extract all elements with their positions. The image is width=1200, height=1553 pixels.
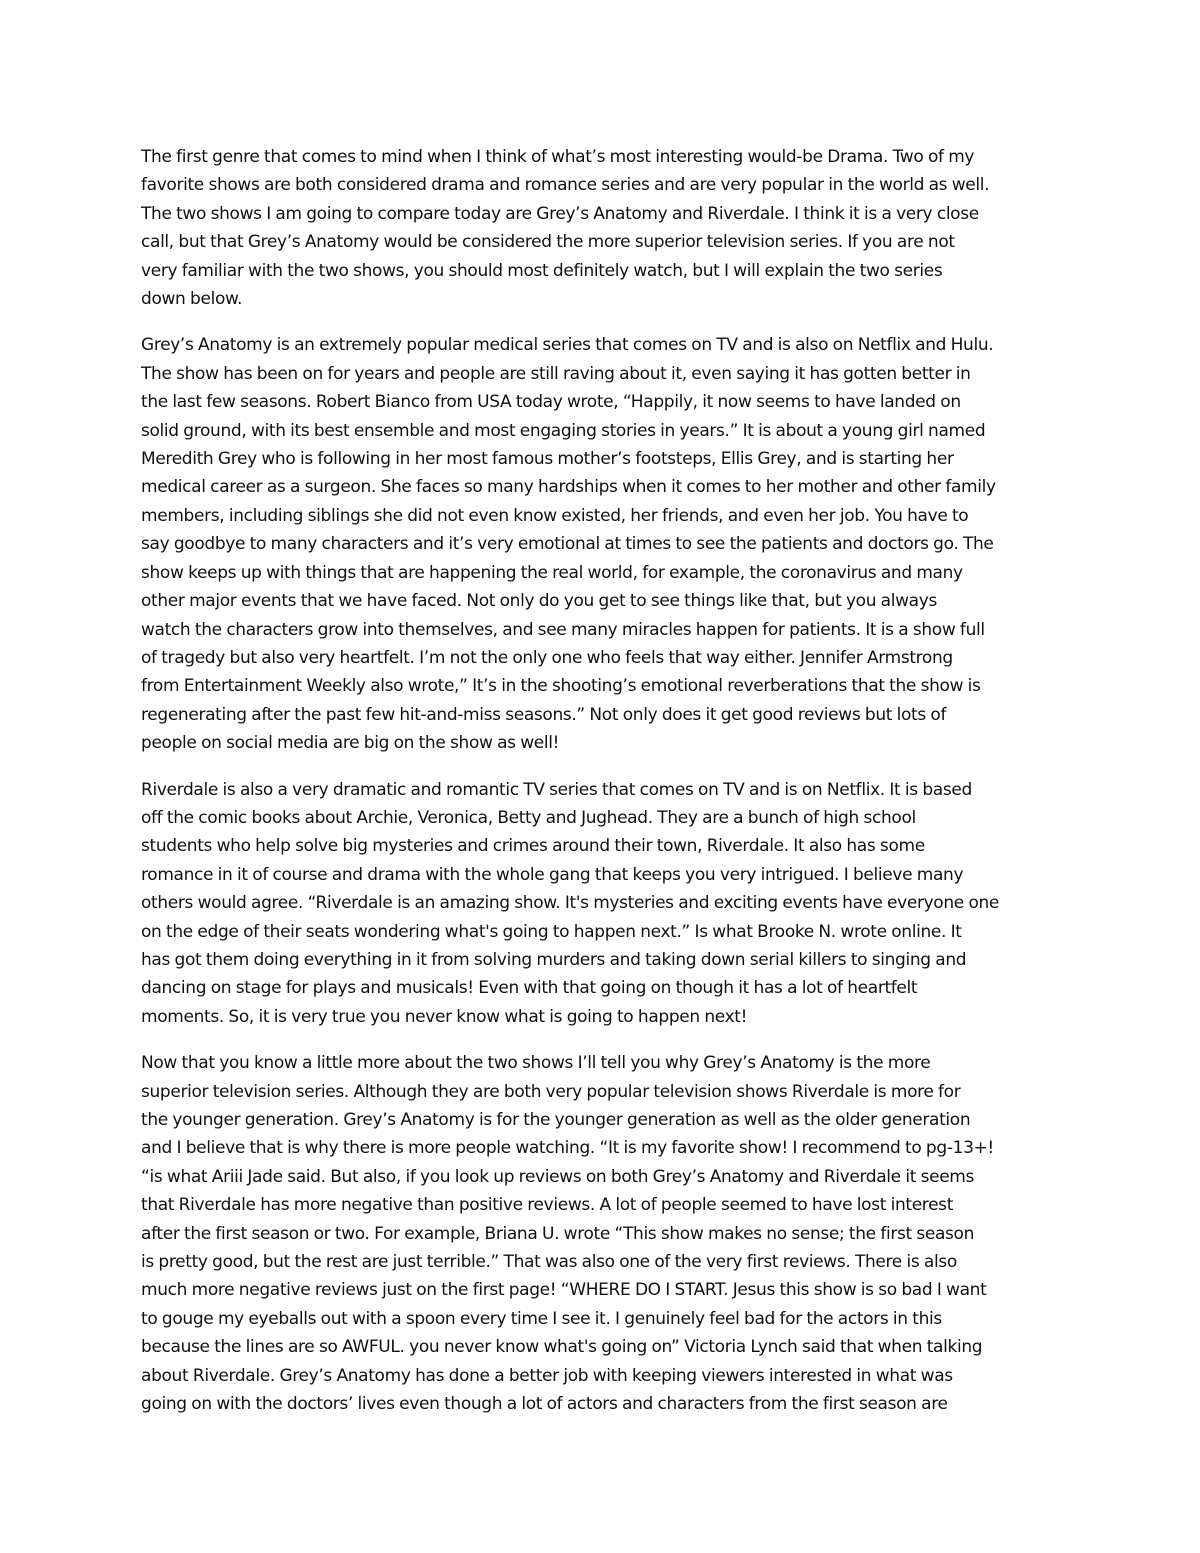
text-line: going on with the doctors’ lives even though a lot of actors and characters from the first season are (141, 1394, 948, 1415)
text-line: moments. So, it is very true you never know what is going to happen next! (141, 1006, 748, 1027)
text-line: medical career as a surgeon. She faces so many hardships when it comes to her mother and other family (141, 477, 996, 498)
text-line: people on social media are big on the show as well! (141, 733, 560, 754)
text-line: The two shows I am going to compare today are Grey’s Anatomy and Riverdale. I think it is a very close (141, 203, 979, 224)
text-line: students who help solve big mysteries and crimes around their town, Riverdale. It also has some (141, 836, 925, 857)
text-line: on the edge of their seats wondering what's going to happen next.” Is what Brooke N. wrote online. It (141, 921, 962, 942)
paragraph-greys-anatomy (141, 331, 1067, 757)
text-line: Grey’s Anatomy is an extremely popular medical series that comes on TV and is also on Netflix and Hulu. (141, 335, 994, 356)
text-line: much more negative reviews just on the first page! “WHERE DO I START. Jesus this show is so bad I want (141, 1280, 987, 1301)
text-line: to gouge my eyeballs out with a spoon every time I see it. I genuinely feel bad for the actors in this (141, 1308, 942, 1329)
text-line: Meredith Grey who is following in her most famous mother’s footsteps, Ellis Grey, and is starting her (141, 449, 954, 470)
text-line: The show has been on for years and people are still raving about it, even saying it has gotten better in (141, 363, 971, 384)
text-line: members, including siblings she did not even know existed, her friends, and even her job. You have to (141, 505, 969, 526)
text-line: superior television series. Although they are both very popular television shows Riverdale is more for (141, 1081, 961, 1102)
text-line: Now that you know a little more about the two shows I’ll tell you why Grey’s Anatomy is the more (141, 1053, 931, 1074)
text-line: from Entertainment Weekly also wrote,” It’s in the shooting’s emotional reverberations that the show is (141, 676, 981, 697)
paragraph-intro (141, 143, 1067, 313)
text-line: others would agree. “Riverdale is an amazing show. It's mysteries and exciting events have everyone one (141, 893, 1000, 914)
document-body (141, 143, 1067, 1436)
text-line: very familiar with the two shows, you should most definitely watch, but I will explain the two series (141, 260, 943, 281)
text-line: say goodbye to many characters and it’s very emotional at times to see the patients and doctors go. The (141, 534, 994, 555)
text-line: dancing on stage for plays and musicals! Even with that going on though it has a lot of heartfelt (141, 978, 918, 999)
text-line: and I believe that is why there is more people watching. “It is my favorite show! I recommend to pg-13+! (141, 1138, 994, 1159)
text-line: that Riverdale has more negative than positive reviews. A lot of people seemed to have lost interest (141, 1195, 954, 1216)
paragraph-riverdale (141, 776, 1067, 1032)
text-line: about Riverdale. Grey’s Anatomy has done a better job with keeping viewers interested in what was (141, 1365, 953, 1386)
text-line: solid ground, with its best ensemble and most engaging stories in years.” It is about a young girl named (141, 420, 986, 441)
text-line: after the first season or two. For example, Briana U. wrote “This show makes no sense; the first season (141, 1223, 975, 1244)
text-line: favorite shows are both considered drama and romance series and are very popular in the world as well. (141, 175, 990, 196)
text-line: off the comic books about Archie, Veronica, Betty and Jughead. They are a bunch of high school (141, 807, 916, 828)
text-line: down below. (141, 289, 243, 310)
text-line: romance in it of course and drama with the whole gang that keeps you very intrigued. I believe many (141, 864, 964, 885)
text-line: of tragedy but also very heartfelt. I’m not the only one who feels that way either. Jennifer Armstrong (141, 647, 953, 668)
text-line: because the lines are so AWFUL. you never know what's going on” Victoria Lynch said that when talking (141, 1337, 983, 1358)
text-line: call, but that Grey’s Anatomy would be considered the more superior television series. If you are not (141, 232, 955, 253)
text-line: watch the characters grow into themselves, and see many miracles happen for patients. It is a show full (141, 619, 985, 640)
text-line: The first genre that comes to mind when I think of what’s most interesting would-be Drama. Two of my (141, 147, 975, 167)
paragraph-comparison (141, 1049, 1067, 1418)
text-line: “is what Ariii Jade said. But also, if you look up reviews on both Grey’s Anatomy and Riverdale it seems (141, 1166, 975, 1187)
text-line: is pretty good, but the rest are just terrible.” That was also one of the very first reviews. There is also (141, 1252, 957, 1273)
text-line: regenerating after the past few hit-and-miss seasons.” Not only does it get good reviews but lots of (141, 704, 947, 725)
text-line: other major events that we have faced. Not only do you get to see things like that, but you always (141, 591, 937, 612)
text-line: has got them doing everything in it from solving murders and taking down serial killers to singing and (141, 949, 967, 970)
text-line: Riverdale is also a very dramatic and romantic TV series that comes on TV and is on Netflix. It is based (141, 779, 972, 800)
text-line: show keeps up with things that are happening the real world, for example, the coronavirus and many (141, 562, 963, 583)
text-line: the last few seasons. Robert Bianco from USA today wrote, “Happily, it now seems to have landed on (141, 392, 961, 413)
text-line: the younger generation. Grey’s Anatomy is for the younger generation as well as the older generation (141, 1110, 971, 1130)
